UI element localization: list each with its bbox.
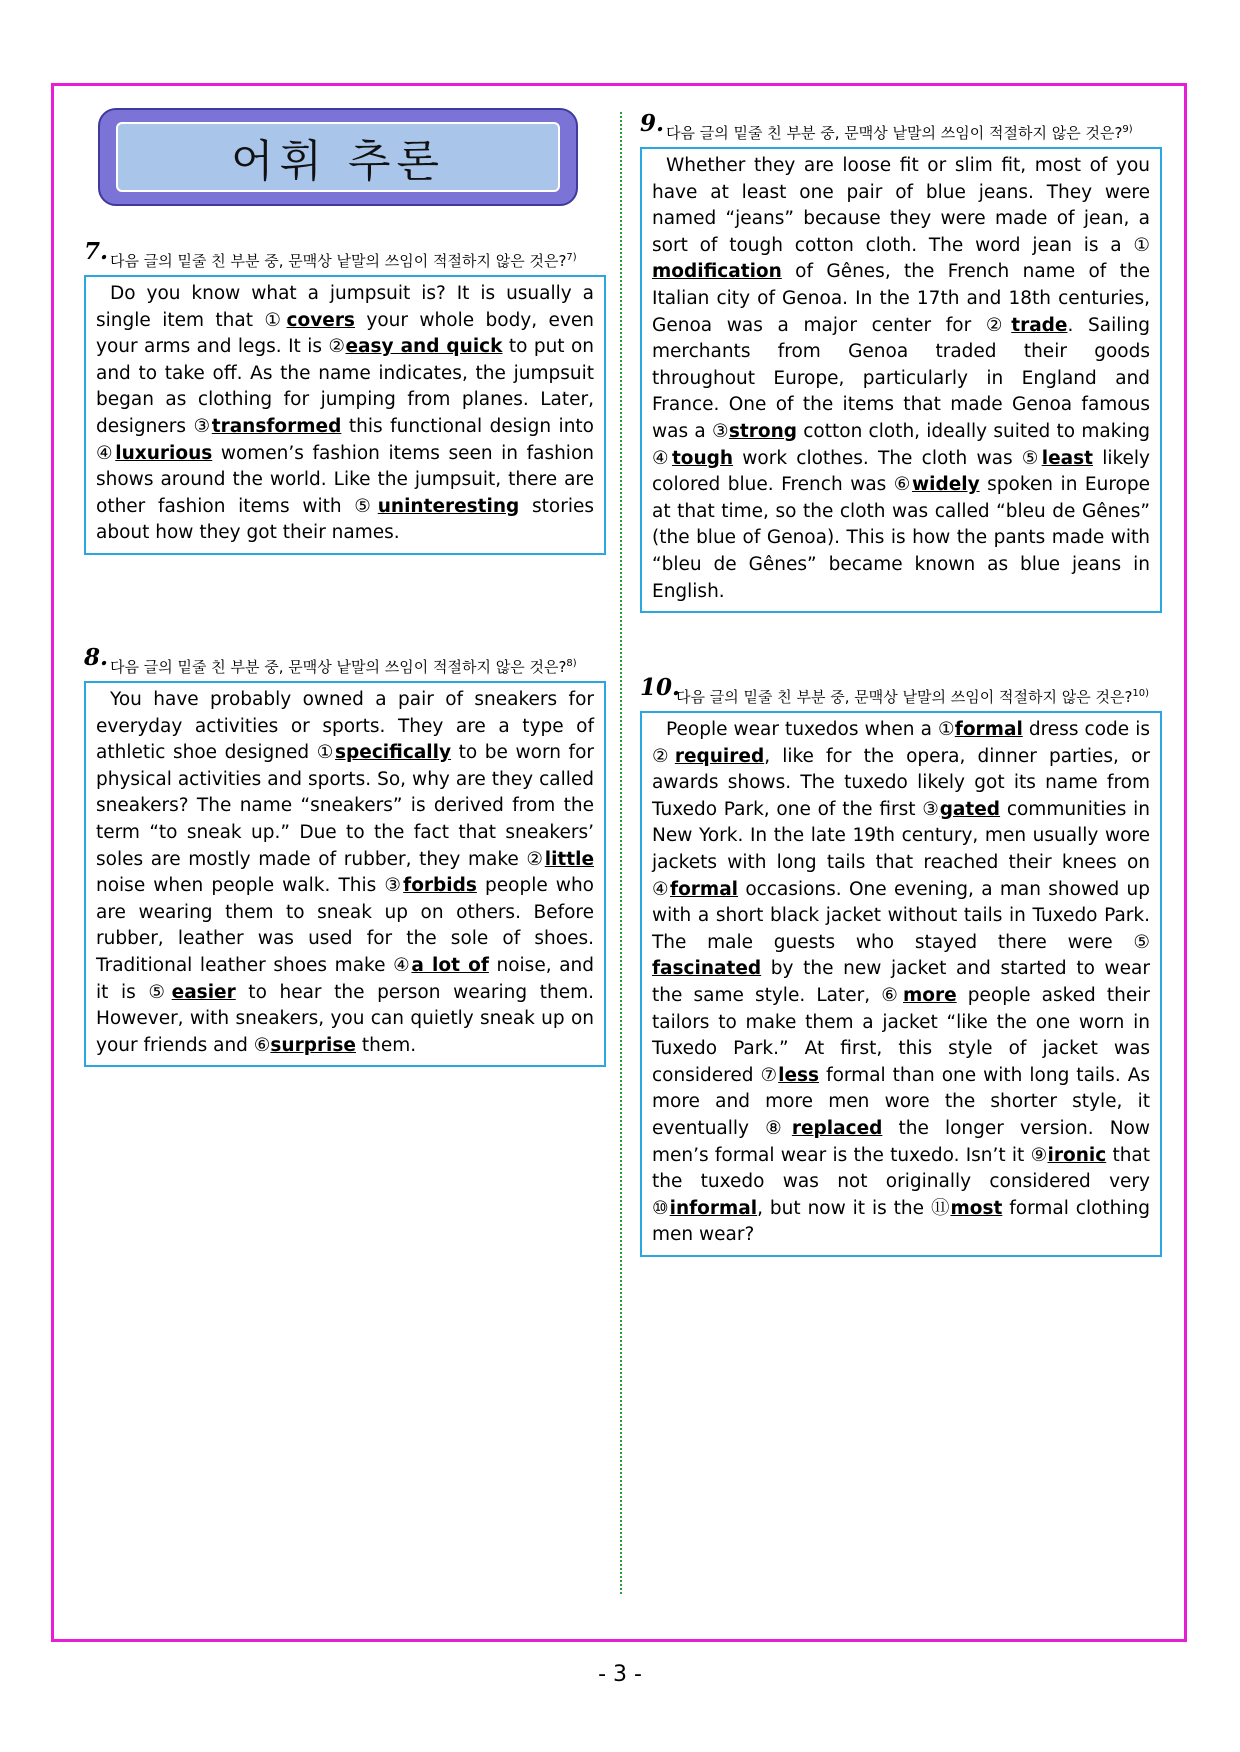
passage-text: people asked their tailors to make them a jacket “like the one worn in Tuxedo Park.” At first, this style of jacket was considered ⑦ <box>652 984 1150 1086</box>
underlined-word: more <box>903 984 957 1006</box>
passage-text: noise, and it is ⑤ <box>96 954 594 1003</box>
underlined-word: transformed <box>211 415 342 437</box>
footnote-ref: 10) <box>1132 688 1150 699</box>
underlined-word: modification <box>652 261 782 283</box>
passage-text: , like for the opera, dinner parties, or awards shows. The tuxedo likely got its name from Tuxedo Park, one of the first ③ <box>652 745 1150 820</box>
underlined-word: ironic <box>1047 1144 1107 1166</box>
underlined-word: most <box>950 1197 1003 1219</box>
passage-text: that the tuxedo was not originally considered very ⑩ <box>652 1144 1151 1219</box>
passage-text: to hear the person wearing them. However, with sneakers, you can quietly sneak up on your friends and ⑥ <box>96 981 594 1056</box>
question-8 <box>84 644 606 1067</box>
underlined-word: required <box>674 745 765 767</box>
underlined-word: less <box>778 1064 820 1086</box>
question-prompt <box>84 238 606 273</box>
underlined-word: luxurious <box>115 442 213 464</box>
question-9 <box>640 110 1162 613</box>
underlined-word: gated <box>939 798 1001 820</box>
passage-text: this functional design into ④ <box>96 415 594 464</box>
passage-text: dress code is ② <box>652 719 1150 767</box>
passage-text: People wear tuxedos when a ① <box>666 719 955 740</box>
passage-text: formal clothing men wear? <box>652 1197 1150 1246</box>
question-number: 7. <box>84 238 109 265</box>
underlined-word: widely <box>912 474 980 496</box>
passage-text: stories about how they got their names. <box>96 495 594 544</box>
underlined-word: uninteresting <box>377 495 520 517</box>
underlined-word: formal <box>670 878 739 900</box>
underlined-word: surprise <box>270 1034 356 1056</box>
passage-text: the longer version. Now men’s formal wear is the tuxedo. Isn’t it ⑨ <box>652 1117 1150 1166</box>
prompt-text: 다음 글의 밑줄 친 부분 중, 문맥상 낱말의 쓰임이 적절하지 않은 것은? <box>676 688 1133 706</box>
passage-text: likely colored blue. French was ⑥ <box>652 447 1150 496</box>
passage-text: communities in New York. In the late 19th century, men usually wore jackets with long tails that reached their knees on ④ <box>652 798 1150 900</box>
passage-text: occasions. One evening, a man showed up with a short black jacket without tails in Tuxedo Park. The male guests who stayed there were ⑤ <box>652 878 1150 953</box>
question-number: 10. <box>640 674 681 701</box>
passage-box <box>84 275 606 555</box>
passage-text: to be worn for physical activities and sports. So, why are they called sneakers? The name “sneakers” is derived from the term “to sneak up.” Due to the fact that sneakers’ soles are mostly made of rubber, they make ② <box>96 742 594 870</box>
passage-box <box>84 681 606 1067</box>
passage-text: women’s fashion items seen in fashion shows around the world. Like the jumpsuit, there are other fashion items with ⑤ <box>96 442 594 517</box>
underlined-word: tough <box>671 447 734 469</box>
footnote-ref: 9) <box>1122 124 1133 135</box>
underlined-word: informal <box>669 1197 758 1219</box>
prompt-text: 다음 글의 밑줄 친 부분 중, 문맥상 낱말의 쓰임이 적절하지 않은 것은? <box>666 124 1123 142</box>
section-title-banner <box>98 108 578 206</box>
passage-text: . Sailing merchants from Genoa traded their goods throughout Europe, particularly in England and France. One of the items that made Genoa famous was a ③ <box>652 314 1150 442</box>
passage-text: formal than one with long tails. As more and more men wore the shorter style, it eventually ⑧ <box>652 1064 1150 1139</box>
passage-text: cotton cloth, ideally suited to making ④ <box>652 420 1151 469</box>
question-prompt <box>84 644 606 679</box>
passage-text: work clothes. The cloth was ⑤ <box>733 447 1042 469</box>
passage-text: your whole body, even your arms and legs. It is ② <box>96 309 594 358</box>
underlined-word: forbids <box>403 875 477 897</box>
passage-box <box>640 711 1162 1257</box>
passage-text: people who are wearing them to sneak up on others. Before rubber, leather was used for the sole of shoes. Traditional leather shoes make ④ <box>96 875 594 976</box>
section-title: 어휘 추론 <box>116 122 560 192</box>
passage-text: , but now it is the ⑪ <box>757 1197 951 1219</box>
passage-text: Do you know what a jumpsuit is? It is usually a single item that ① <box>96 283 594 331</box>
column-divider <box>620 112 622 1594</box>
question-10 <box>640 674 1162 1257</box>
passage-text: You have probably owned a pair of sneakers for everyday activities or sports. They are a type of athletic shoe designed ① <box>96 689 594 764</box>
underlined-word: easy and quick <box>345 336 503 358</box>
passage-text: noise when people walk. This ③ <box>96 875 404 897</box>
passage-text: Whether they are loose fit or slim fit, most of you have at least one pair of blue jeans. They were named “jeans” because they were made of jean, a sort of tough cotton cloth. The word jean is a ① <box>652 155 1150 256</box>
footnote-ref: 8) <box>566 658 577 669</box>
underlined-word: a lot of <box>411 954 489 976</box>
passage-text: by the new jacket and started to wear the same style. Later, ⑥ <box>652 958 1150 1006</box>
passage-box <box>640 147 1162 613</box>
underlined-word: replaced <box>791 1117 883 1139</box>
page-number: - 3 - <box>598 1662 642 1687</box>
passage-text: spoken in Europe at that time, so the cloth was called “bleu de Gênes” (the blue of Genoa). This is how the pants made with “bleu de Gênes” became known as blue jeans in English. <box>652 474 1150 602</box>
underlined-word: strong <box>728 420 798 442</box>
question-number: 8. <box>84 644 109 671</box>
passage-text: them. <box>355 1034 417 1056</box>
prompt-text: 다음 글의 밑줄 친 부분 중, 문맥상 낱말의 쓰임이 적절하지 않은 것은? <box>110 658 567 676</box>
underlined-word: little <box>544 848 594 870</box>
prompt-text: 다음 글의 밑줄 친 부분 중, 문맥상 낱말의 쓰임이 적절하지 않은 것은? <box>110 252 567 270</box>
question-prompt <box>640 674 1162 709</box>
underlined-word: fascinated <box>652 958 762 980</box>
underlined-word: specifically <box>335 742 452 764</box>
underlined-word: least <box>1041 447 1093 469</box>
question-7 <box>84 238 606 555</box>
question-prompt <box>640 110 1162 145</box>
footnote-ref: 7) <box>566 252 577 263</box>
underlined-word: covers <box>286 309 355 331</box>
question-number: 9. <box>640 110 665 137</box>
underlined-word: trade <box>1011 314 1068 336</box>
underlined-word: easier <box>171 981 236 1003</box>
passage-text: to put on and to take off. As the name indicates, the jumpsuit began as clothing for jumping from planes. Later, designers ③ <box>96 336 595 437</box>
passage-text: of Gênes, the French name of the Italian city of Genoa. In the 17th and 18th centuries, Genoa was a major center for ② <box>652 261 1150 336</box>
underlined-word: formal <box>954 719 1023 740</box>
